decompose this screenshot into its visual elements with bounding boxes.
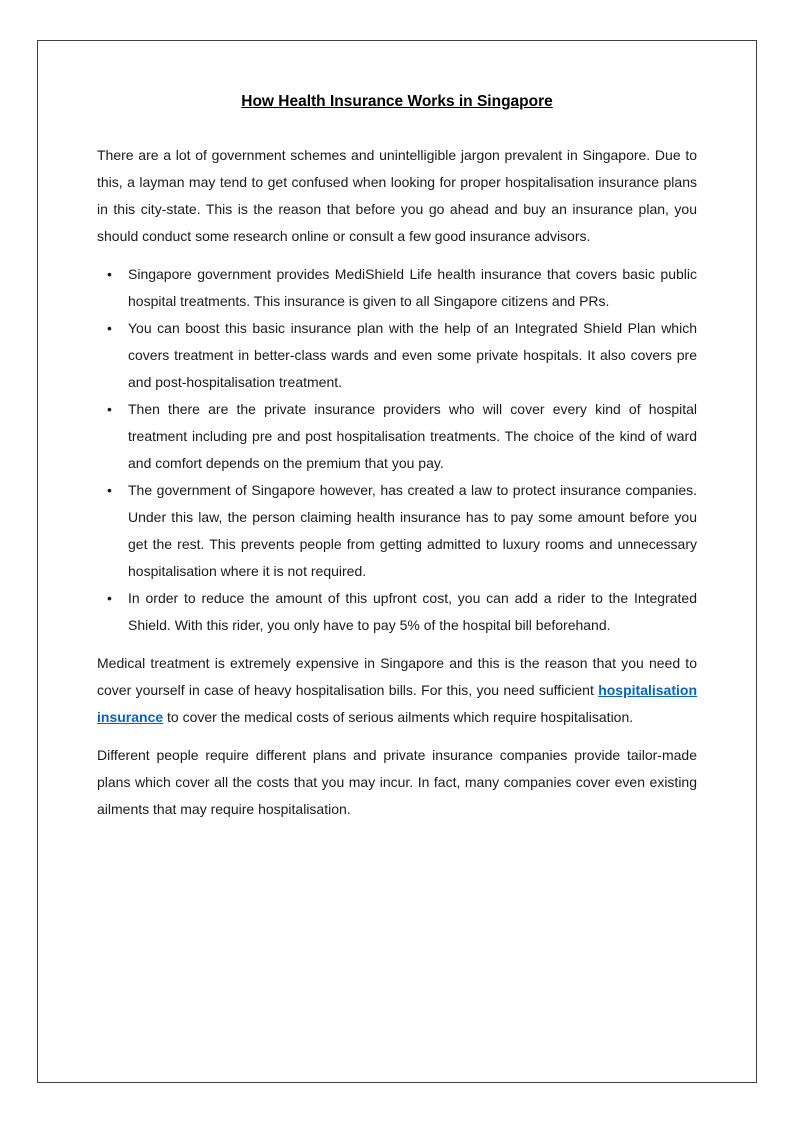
- intro-paragraph: There are a lot of government schemes and unintelligible jargon prevalent in Singapore. Due to this, a layman may tend to get confused when looking for proper hospitalisation insurance plans in this city-state. This is the reason that before you go ahead and buy an insurance plan, you should conduct some research online or consult a few good insurance advisors.: [97, 147, 697, 244]
- list-item: [97, 261, 697, 315]
- list-item: [97, 396, 697, 477]
- bullet-icon: •: [107, 482, 112, 498]
- paragraph-text: Medical treatment is extremely expensive in Singapore and this is the reason that you need to cover yourself in case of heavy hospitalisation bills. For this, you need sufficient: [97, 655, 697, 698]
- insurance-paragraph: [97, 650, 697, 731]
- list-item-text: Then there are the private insurance providers who will cover every kind of hospital treatment including pre and post hospitalisation treatments. The choice of the kind of ward and comfort depends on the premium that you pay.: [128, 401, 697, 471]
- list-item: [97, 477, 697, 585]
- bullet-icon: •: [107, 590, 112, 606]
- list-item-text: The government of Singapore however, has created a law to protect insurance companies. Under this law, the person claiming health insurance has to pay some amount before you get the rest. This prevents people from getting admitted to luxury rooms and unnecessary hospitalisation where it is not required.: [128, 482, 697, 579]
- list-item: [97, 315, 697, 396]
- closing-paragraph: Different people require different plans and private insurance companies provide tailor-made plans which cover all the costs that you may incur. In fact, many companies cover even existing ailments that may require hospitalisation.: [97, 747, 697, 817]
- bullet-icon: •: [107, 266, 112, 282]
- bullet-icon: •: [107, 401, 112, 417]
- document-title: How Health Insurance Works in Singapore: [241, 93, 553, 110]
- list-item-text: Singapore government provides MediShield Life health insurance that covers basic public hospital treatments. This insurance is given to all Singapore citizens and PRs.: [128, 266, 697, 309]
- page-border: [37, 40, 757, 1083]
- list-item: [97, 585, 697, 639]
- paragraph-text: to cover the medical costs of serious ailments which require hospitalisation.: [163, 709, 634, 725]
- bullet-icon: •: [107, 320, 112, 336]
- hospitalisation-insurance-link[interactable]: hospitalisation insurance: [97, 682, 697, 725]
- list-item-text: In order to reduce the amount of this upfront cost, you can add a rider to the Integrated Shield. With this rider, you only have to pay 5% of the hospital bill beforehand.: [128, 590, 697, 633]
- list-item-text: You can boost this basic insurance plan with the help of an Integrated Shield Plan which covers treatment in better-class wards and even some private hospitals. It also covers pre and post-hospitalisation treatment.: [128, 320, 697, 390]
- bullet-list: [97, 261, 697, 639]
